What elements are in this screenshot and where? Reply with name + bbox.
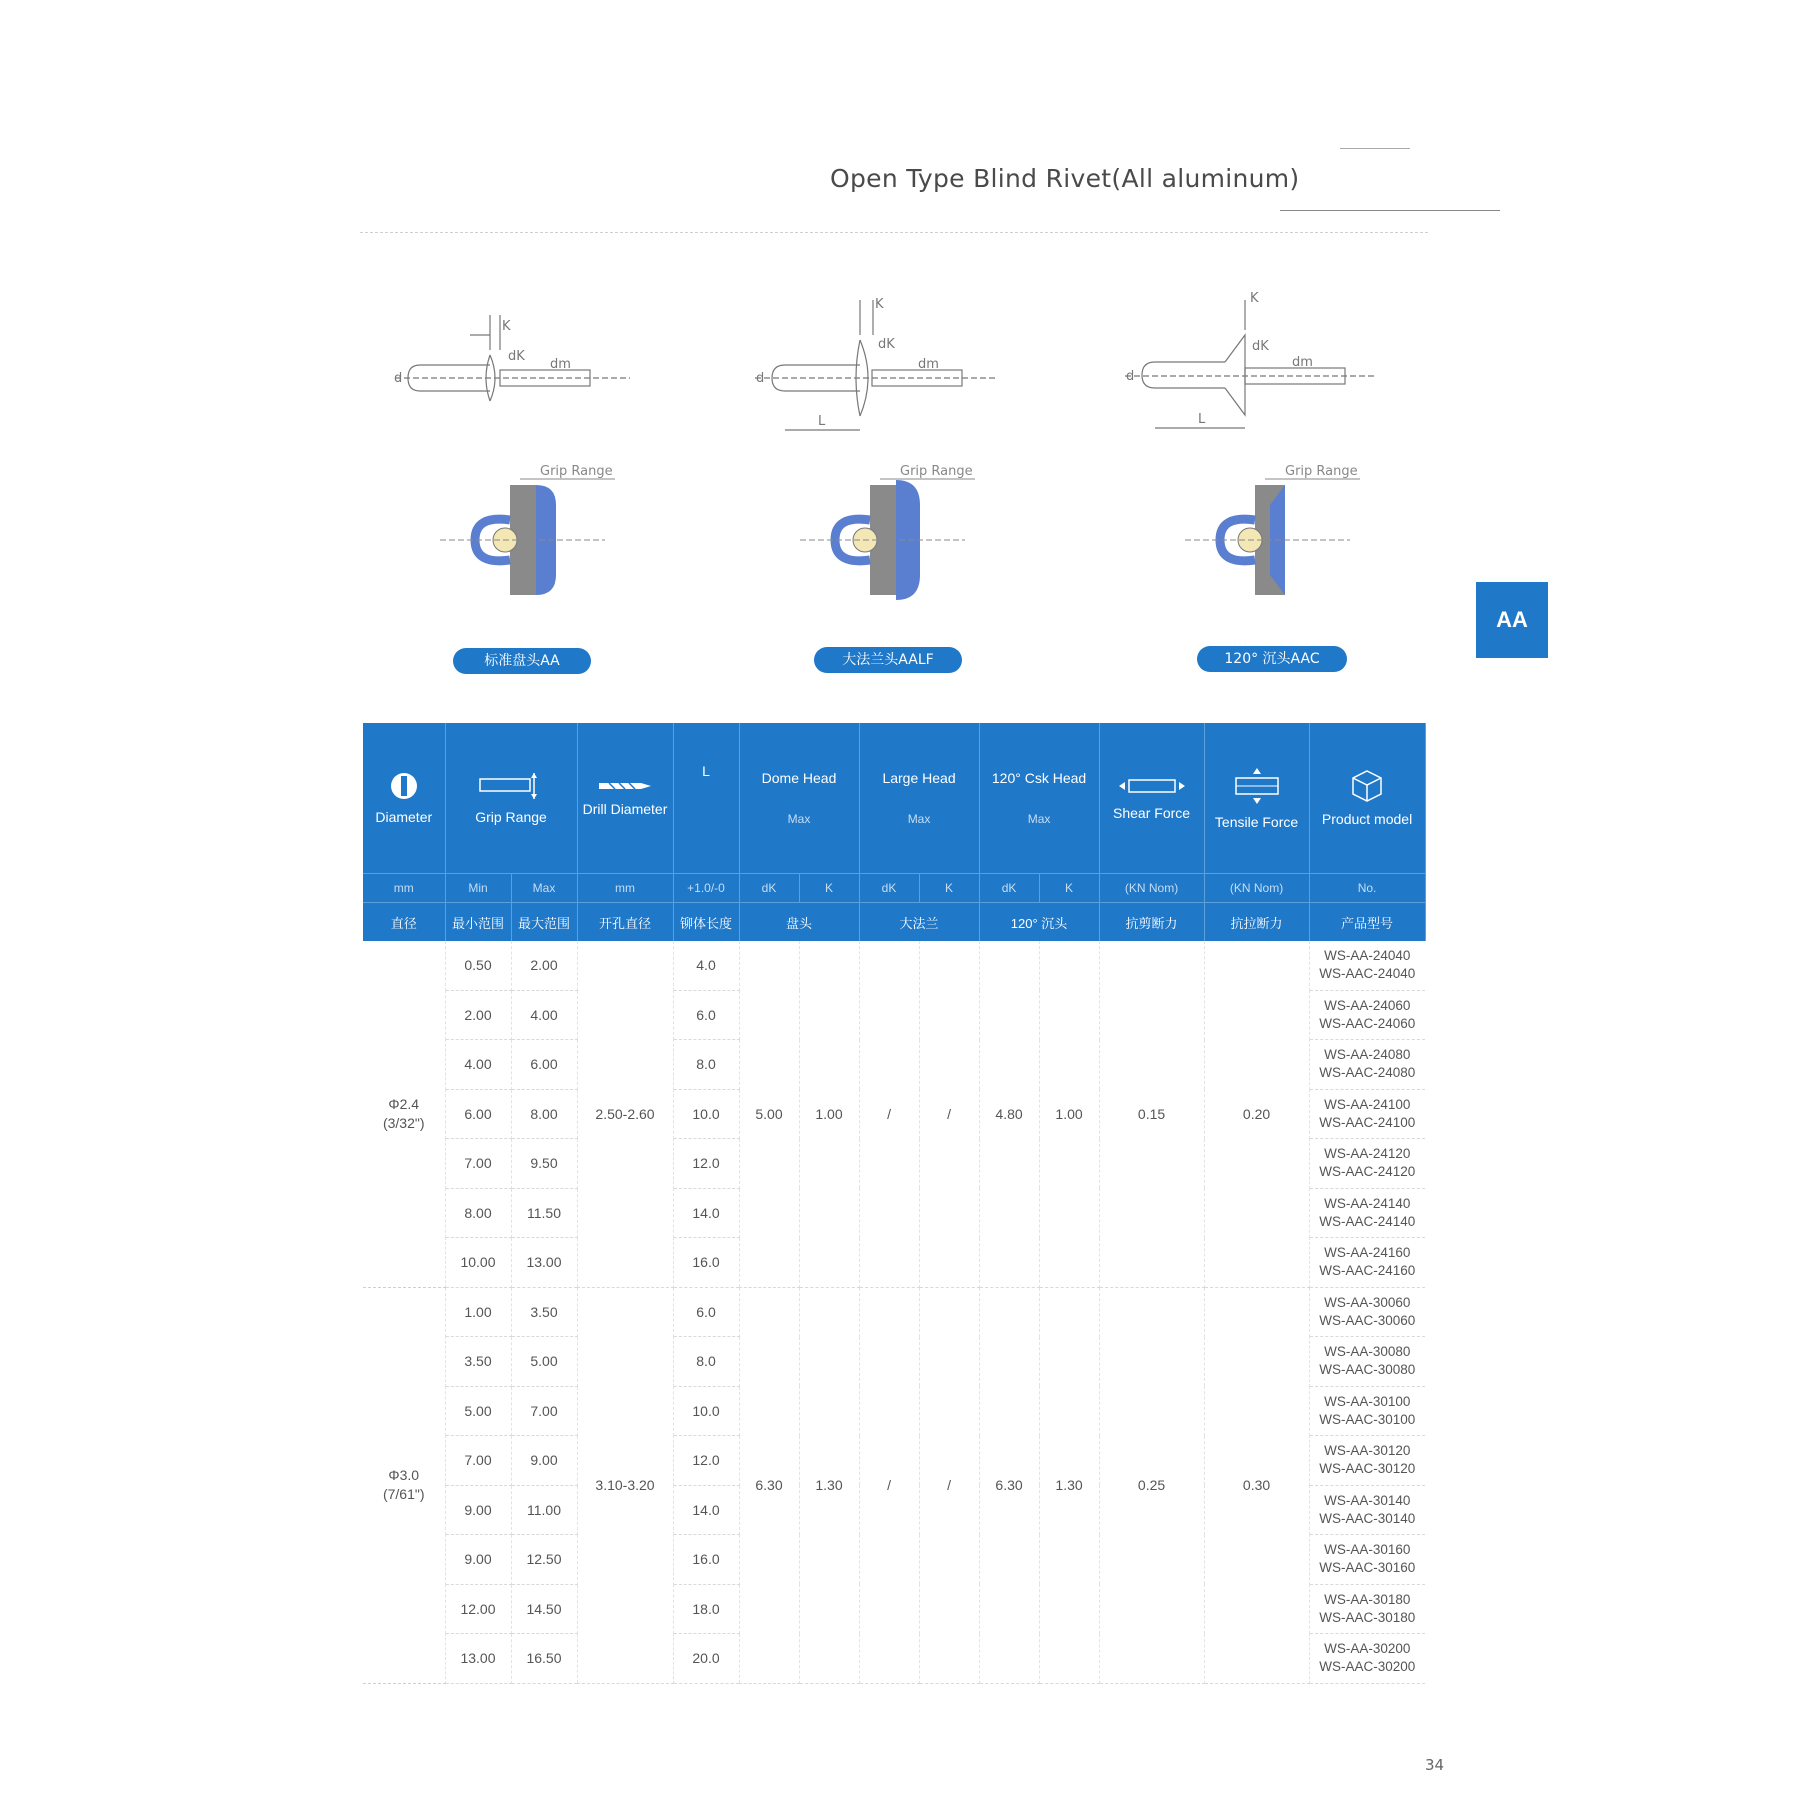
large-k-cell: / xyxy=(919,1287,979,1683)
diameter-inch: (3/32") xyxy=(382,1114,425,1131)
large-k-cell: / xyxy=(919,941,979,1287)
table-row xyxy=(363,941,1425,990)
model-cell xyxy=(1309,1089,1425,1139)
k-label: K xyxy=(875,297,884,312)
title-faint-mark xyxy=(1340,148,1410,149)
large-dk-cell: / xyxy=(859,1287,919,1683)
csk-cn: 120° 沉头 xyxy=(979,903,1099,942)
dome-head-header: Dome Head Max xyxy=(739,723,859,874)
grip-range-label: Grip Range xyxy=(540,465,613,479)
grip-max-cell: 11.50 xyxy=(511,1188,577,1238)
variant-pill-aa: 标准盘头AA xyxy=(453,648,591,674)
dome-k-cell: 1.30 xyxy=(799,1287,859,1683)
grip-range-header: Grip Range xyxy=(445,723,577,874)
length-cell: 10.0 xyxy=(673,1386,739,1436)
spec-table-body xyxy=(363,941,1425,1683)
csk-head-drawing xyxy=(1100,280,1390,440)
d-label: d xyxy=(394,371,403,386)
tensile-cn: 抗拉断力 xyxy=(1204,903,1309,942)
csk-k-cell: 1.00 xyxy=(1039,941,1099,1287)
grip-range-icon xyxy=(478,771,544,801)
length-cell: 6.0 xyxy=(673,990,739,1040)
grip-max-cn: 最大范围 xyxy=(511,903,577,942)
page-title: Open Type Blind Rivet(All aluminum) xyxy=(830,164,1300,193)
model-cell xyxy=(1309,990,1425,1040)
shear-cn: 抗剪断力 xyxy=(1099,903,1204,942)
grip-max-unit: Max xyxy=(511,874,577,903)
grip-min-unit: Min xyxy=(445,874,511,903)
model-cell xyxy=(1309,1337,1425,1387)
k-label: K xyxy=(502,319,511,334)
side-tab: AA xyxy=(1476,582,1548,658)
product-model-header: Product model xyxy=(1309,723,1425,874)
csk-head-header: 120° Csk Head Max xyxy=(979,723,1099,874)
model-cell xyxy=(1309,1188,1425,1238)
grip-range-label: Grip Range xyxy=(900,465,973,479)
d-label: d xyxy=(756,371,765,386)
model-aac: WS-AAC-24140 xyxy=(1319,1213,1416,1229)
model-cell xyxy=(1309,1485,1425,1535)
csk-dk-unit: dK xyxy=(979,874,1039,903)
grip-max-cell: 11.00 xyxy=(511,1485,577,1535)
model-aa: WS-AA-24120 xyxy=(1324,1146,1411,1162)
k-label: K xyxy=(1250,291,1259,306)
diameter-icon xyxy=(389,771,419,801)
dome-dk-cell: 5.00 xyxy=(739,941,799,1287)
tensile-force-header: Tensile Force xyxy=(1204,723,1309,874)
grip-min-cell: 5.00 xyxy=(445,1386,511,1436)
grip-min-cell: 13.00 xyxy=(445,1634,511,1684)
model-cell xyxy=(1309,1436,1425,1486)
grip-min-cell: 7.00 xyxy=(445,1436,511,1486)
top-divider xyxy=(360,232,1428,233)
model-aa: WS-AA-24040 xyxy=(1324,948,1411,964)
length-cell: 16.0 xyxy=(673,1535,739,1585)
grip-min-cell: 2.00 xyxy=(445,990,511,1040)
model-cell xyxy=(1309,1139,1425,1189)
length-header: L xyxy=(673,723,739,874)
model-aac: WS-AAC-30100 xyxy=(1319,1411,1416,1427)
model-aac: WS-AAC-30160 xyxy=(1319,1560,1416,1576)
grip-max-cell: 13.00 xyxy=(511,1238,577,1288)
shear-force-header: Shear Force xyxy=(1099,723,1204,874)
diameter-value: Φ2.4 xyxy=(388,1095,420,1112)
dome-dk-unit: dK xyxy=(739,874,799,903)
csk-dk-cell: 4.80 xyxy=(979,941,1039,1287)
model-aac: WS-AAC-24040 xyxy=(1319,966,1416,982)
grip-min-cell: 6.00 xyxy=(445,1089,511,1139)
model-aac: WS-AAC-30140 xyxy=(1319,1510,1416,1526)
dm-label: dm xyxy=(1292,355,1313,370)
model-cell xyxy=(1309,1634,1425,1684)
grip-min-cell: 8.00 xyxy=(445,1188,511,1238)
grip-range-label: Grip Range xyxy=(1285,465,1358,479)
dome-dk-cell: 6.30 xyxy=(739,1287,799,1683)
model-aa: WS-AA-30060 xyxy=(1324,1294,1411,1310)
variant-pill-aalf: 大法兰头AALF xyxy=(814,647,962,673)
dm-label: dm xyxy=(550,357,571,372)
grip-max-cell: 14.50 xyxy=(511,1584,577,1634)
length-cn: 铆体长度 xyxy=(673,903,739,942)
model-aac: WS-AAC-30200 xyxy=(1319,1659,1416,1675)
tensile-unit: (KN Nom) xyxy=(1204,874,1309,903)
title-underline xyxy=(1280,210,1500,211)
d-label: d xyxy=(1126,369,1135,384)
grip-min-cell: 12.00 xyxy=(445,1584,511,1634)
diameter-cell xyxy=(363,941,445,1287)
grip-max-cell: 5.00 xyxy=(511,1337,577,1387)
grip-min-cn: 最小范围 xyxy=(445,903,511,942)
model-cell xyxy=(1309,1535,1425,1585)
model-aac: WS-AAC-30180 xyxy=(1319,1609,1416,1625)
grip-max-cell: 4.00 xyxy=(511,990,577,1040)
rivet-diagrams xyxy=(360,270,1428,690)
diameter-cell xyxy=(363,1287,445,1683)
model-aa: WS-AA-24160 xyxy=(1324,1245,1411,1261)
large-head-header: Large Head Max xyxy=(859,723,979,874)
grip-min-cell: 4.00 xyxy=(445,1040,511,1090)
grip-max-cell: 9.50 xyxy=(511,1139,577,1189)
model-aa: WS-AA-24100 xyxy=(1324,1096,1411,1112)
drill-diameter-header: Drill Diameter xyxy=(577,723,673,874)
large-dk-cell: / xyxy=(859,941,919,1287)
model-cell xyxy=(1309,1386,1425,1436)
model-aac: WS-AAC-30120 xyxy=(1319,1461,1416,1477)
model-cell xyxy=(1309,941,1425,990)
grip-min-cell: 9.00 xyxy=(445,1485,511,1535)
model-unit: No. xyxy=(1309,874,1425,903)
drill-cell: 3.10-3.20 xyxy=(577,1287,673,1683)
drill-cn: 开孔直径 xyxy=(577,903,673,942)
dk-label: dK xyxy=(878,337,895,352)
dome-cn: 盘头 xyxy=(739,903,859,942)
diameter-header: Diameter xyxy=(363,723,445,874)
grip-max-cell: 8.00 xyxy=(511,1089,577,1139)
model-aa: WS-AA-24140 xyxy=(1324,1195,1411,1211)
drill-bit-icon xyxy=(597,779,653,793)
length-cell: 12.0 xyxy=(673,1139,739,1189)
large-installed-illustration xyxy=(790,465,990,605)
model-aac: WS-AAC-24100 xyxy=(1319,1114,1416,1130)
page-number: 34 xyxy=(1425,1756,1445,1774)
length-tolerance: +1.0/-0 xyxy=(673,874,739,903)
length-cell: 4.0 xyxy=(673,941,739,990)
large-cn: 大法兰 xyxy=(859,903,979,942)
model-aa: WS-AA-30100 xyxy=(1324,1393,1411,1409)
table-row xyxy=(363,1287,1425,1337)
model-aac: WS-AAC-24160 xyxy=(1319,1263,1416,1279)
length-cell: 6.0 xyxy=(673,1287,739,1337)
grip-min-cell: 7.00 xyxy=(445,1139,511,1189)
model-aa: WS-AA-30120 xyxy=(1324,1443,1411,1459)
length-cell: 14.0 xyxy=(673,1188,739,1238)
dk-label: dK xyxy=(1252,339,1269,354)
tensile-force-icon xyxy=(1232,766,1282,806)
dome-head-drawing xyxy=(390,290,650,430)
dm-label: dm xyxy=(918,357,939,372)
grip-max-cell: 3.50 xyxy=(511,1287,577,1337)
model-cell xyxy=(1309,1040,1425,1090)
csk-dk-cell: 6.30 xyxy=(979,1287,1039,1683)
model-aa: WS-AA-30200 xyxy=(1324,1641,1411,1657)
model-cell xyxy=(1309,1584,1425,1634)
model-aa: WS-AA-30080 xyxy=(1324,1344,1411,1360)
grip-max-cell: 2.00 xyxy=(511,941,577,990)
grip-max-cell: 6.00 xyxy=(511,1040,577,1090)
model-aac: WS-AAC-24060 xyxy=(1319,1015,1416,1031)
grip-max-cell: 7.00 xyxy=(511,1386,577,1436)
csk-k-unit: K xyxy=(1039,874,1099,903)
model-aa: WS-AA-30180 xyxy=(1324,1591,1411,1607)
large-k-unit: K xyxy=(919,874,979,903)
model-aa: WS-AA-24080 xyxy=(1324,1047,1411,1063)
length-cell: 20.0 xyxy=(673,1634,739,1684)
grip-min-cell: 1.00 xyxy=(445,1287,511,1337)
drill-cell: 2.50-2.60 xyxy=(577,941,673,1287)
dome-k-cell: 1.00 xyxy=(799,941,859,1287)
model-aac: WS-AAC-24120 xyxy=(1319,1164,1416,1180)
csk-k-cell: 1.30 xyxy=(1039,1287,1099,1683)
large-dk-unit: dK xyxy=(859,874,919,903)
grip-min-cell: 9.00 xyxy=(445,1535,511,1585)
dome-k-unit: K xyxy=(799,874,859,903)
large-head-drawing xyxy=(740,280,1010,440)
model-aac: WS-AAC-30080 xyxy=(1319,1362,1416,1378)
length-cell: 16.0 xyxy=(673,1238,739,1288)
tensile-cell: 0.30 xyxy=(1204,1287,1309,1683)
length-cell: 12.0 xyxy=(673,1436,739,1486)
diameter-cn: 直径 xyxy=(363,903,445,942)
dk-label: dK xyxy=(508,349,525,364)
diameter-inch: (7/61") xyxy=(382,1486,425,1502)
grip-min-cell: 10.00 xyxy=(445,1238,511,1288)
grip-max-cell: 16.50 xyxy=(511,1634,577,1684)
grip-min-cell: 0.50 xyxy=(445,941,511,990)
dome-installed-illustration xyxy=(430,465,630,605)
grip-max-cell: 12.50 xyxy=(511,1535,577,1585)
model-aa: WS-AA-30140 xyxy=(1324,1492,1411,1508)
model-aa: WS-AA-30160 xyxy=(1324,1542,1411,1558)
shear-cell: 0.15 xyxy=(1099,941,1204,1287)
drill-unit: mm xyxy=(577,874,673,903)
cube-icon xyxy=(1351,769,1383,803)
model-aac: WS-AAC-30060 xyxy=(1319,1312,1416,1328)
tensile-cell: 0.20 xyxy=(1204,941,1309,1287)
length-cell: 8.0 xyxy=(673,1337,739,1387)
spec-table xyxy=(363,723,1426,1684)
length-cell: 8.0 xyxy=(673,1040,739,1090)
model-aac: WS-AAC-24080 xyxy=(1319,1065,1416,1081)
diameter-value: Φ3.0 xyxy=(388,1467,420,1483)
grip-max-cell: 9.00 xyxy=(511,1436,577,1486)
shear-unit: (KN Nom) xyxy=(1099,874,1204,903)
csk-installed-illustration xyxy=(1175,465,1375,605)
length-cell: 18.0 xyxy=(673,1584,739,1634)
model-cell xyxy=(1309,1287,1425,1337)
model-cn: 产品型号 xyxy=(1309,903,1425,942)
shear-cell: 0.25 xyxy=(1099,1287,1204,1683)
l-label: L xyxy=(818,414,826,429)
shear-force-icon xyxy=(1117,775,1187,797)
model-aa: WS-AA-24060 xyxy=(1324,997,1411,1013)
l-label: L xyxy=(1198,412,1206,427)
length-cell: 10.0 xyxy=(673,1089,739,1139)
length-cell: 14.0 xyxy=(673,1485,739,1535)
model-cell xyxy=(1309,1238,1425,1288)
variant-pill-aac: 120° 沉头AAC xyxy=(1197,646,1347,672)
diameter-unit: mm xyxy=(363,874,445,903)
grip-min-cell: 3.50 xyxy=(445,1337,511,1387)
